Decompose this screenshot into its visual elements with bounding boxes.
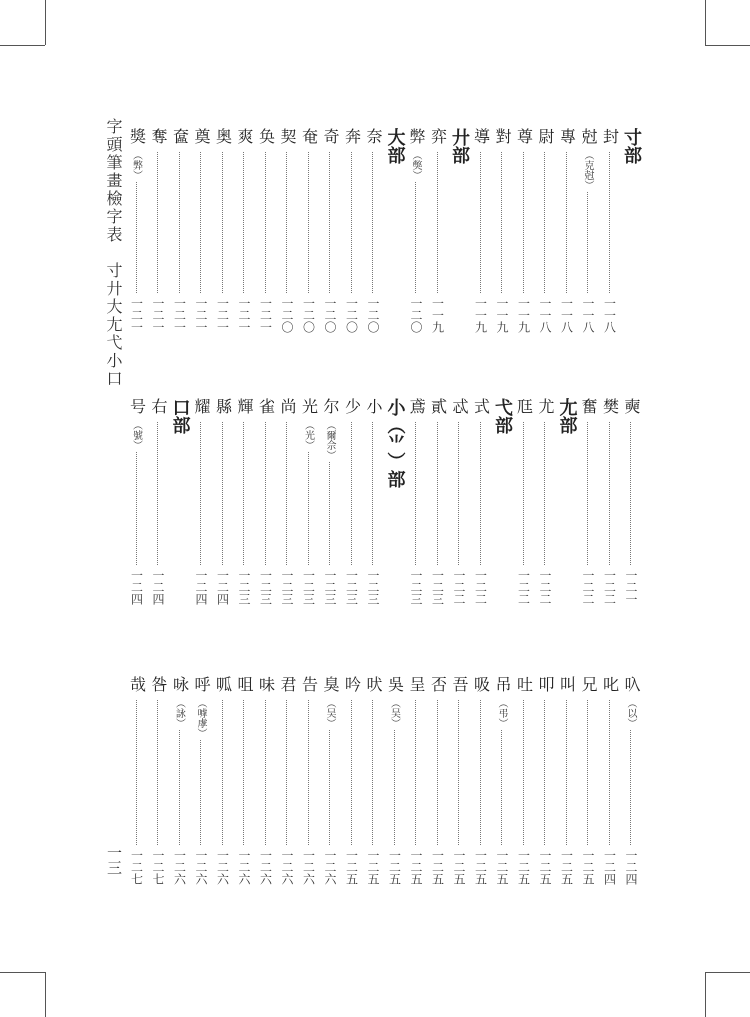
variant-forms: （克尅） bbox=[582, 150, 593, 190]
page-reference: 一二一 bbox=[151, 297, 165, 333]
page-reference: 一二三 bbox=[430, 569, 445, 605]
leader-dots bbox=[566, 700, 567, 845]
leader-dots bbox=[200, 152, 201, 293]
page-reference: 一一八 bbox=[602, 297, 617, 333]
page-reference: 一二五 bbox=[559, 849, 574, 885]
entry-character: 吸 bbox=[471, 676, 491, 692]
index-entry bbox=[534, 128, 556, 340]
entry-character: 奈 bbox=[364, 128, 383, 144]
index-entry bbox=[233, 398, 255, 612]
leader-dots bbox=[243, 700, 244, 845]
entry-character: 吐 bbox=[514, 676, 534, 692]
leader-dots bbox=[179, 730, 180, 845]
variant-forms: （嘑虖） bbox=[195, 698, 206, 738]
leader-dots bbox=[265, 152, 266, 293]
leader-dots bbox=[501, 152, 502, 293]
entry-character: 奭 bbox=[622, 398, 641, 414]
entry-character: 雀 bbox=[256, 398, 276, 414]
entry-character: 尚 bbox=[278, 398, 297, 414]
page-reference: 一二三 bbox=[237, 569, 251, 605]
index-entry bbox=[319, 128, 341, 340]
page-reference: 一二一 bbox=[129, 297, 144, 333]
index-entry bbox=[534, 676, 556, 892]
index-entry bbox=[319, 676, 341, 892]
index-entry bbox=[169, 128, 191, 340]
entry-character: 式 bbox=[471, 398, 491, 414]
index-entry bbox=[126, 398, 148, 612]
index-entry bbox=[405, 128, 427, 340]
radical-heading bbox=[491, 398, 513, 612]
index-entry bbox=[556, 676, 578, 892]
leader-dots bbox=[544, 700, 545, 845]
index-entry bbox=[470, 128, 492, 340]
leader-dots bbox=[243, 152, 244, 293]
entry-character: 奂 bbox=[256, 128, 276, 144]
entry-character: 君 bbox=[278, 676, 297, 692]
page-reference: 一二三 bbox=[323, 569, 337, 605]
leader-dots bbox=[437, 700, 438, 845]
radical-label: 弋部 bbox=[492, 398, 513, 434]
page-reference: 一二五 bbox=[387, 849, 402, 885]
page-reference: 一二七 bbox=[151, 849, 165, 885]
page-reference: 一二二 bbox=[473, 569, 488, 605]
radical-heading bbox=[556, 398, 578, 612]
radical-label: 尢部 bbox=[556, 398, 578, 434]
entry-character: 吟 bbox=[342, 676, 362, 692]
index-entry bbox=[341, 676, 363, 892]
variant-forms: （詠） bbox=[173, 698, 185, 728]
page-reference: 一二三 bbox=[301, 569, 316, 605]
leader-dots bbox=[136, 182, 137, 293]
entry-character: 小 bbox=[364, 398, 383, 414]
crop-mark bbox=[705, 972, 750, 973]
page-reference: 一一八 bbox=[559, 297, 574, 333]
leader-dots bbox=[609, 422, 610, 565]
page-reference: 一二一 bbox=[624, 569, 638, 605]
page-reference: 一二六 bbox=[172, 849, 187, 885]
leader-dots bbox=[372, 152, 373, 293]
leader-dots bbox=[286, 422, 287, 565]
leader-dots bbox=[415, 700, 416, 845]
variant-forms: （光） bbox=[302, 420, 314, 450]
entry-character: 輝 bbox=[235, 398, 254, 414]
index-entry bbox=[599, 676, 621, 892]
radical-heading bbox=[169, 398, 191, 612]
index-entry bbox=[276, 128, 298, 340]
leader-dots bbox=[415, 422, 416, 565]
page-reference: 一二一 bbox=[237, 297, 251, 333]
page-reference: 一二六 bbox=[194, 849, 208, 885]
index-entry bbox=[212, 676, 234, 892]
entry-character: 奥 bbox=[213, 128, 233, 144]
entry-character: 奩 bbox=[170, 128, 190, 144]
leader-dots bbox=[394, 730, 395, 845]
entry-character: 封 bbox=[600, 128, 620, 144]
entry-character: 叺 bbox=[622, 676, 641, 692]
entry-character: 對 bbox=[493, 128, 512, 144]
page-reference: 一二七 bbox=[129, 849, 144, 885]
entry-character: 尊 bbox=[514, 128, 534, 144]
crop-mark bbox=[705, 45, 750, 46]
leader-dots bbox=[222, 700, 223, 845]
entry-character: 兄 bbox=[579, 676, 598, 692]
index-entry bbox=[276, 398, 298, 612]
leader-dots bbox=[308, 452, 309, 565]
leader-dots bbox=[222, 152, 223, 293]
entry-character: 奄 bbox=[299, 128, 319, 144]
radical-label: 寸部 bbox=[621, 128, 642, 164]
index-entry bbox=[405, 676, 427, 892]
page-reference: 一二二 bbox=[516, 569, 531, 605]
entry-character: 奇 bbox=[321, 128, 340, 144]
variant-forms: （以） bbox=[625, 698, 636, 728]
index-entry bbox=[362, 676, 384, 892]
index-entry bbox=[341, 128, 363, 340]
index-entry bbox=[190, 128, 212, 340]
leader-dots bbox=[222, 422, 223, 565]
index-entry bbox=[212, 398, 234, 612]
leader-dots bbox=[200, 422, 201, 565]
radical-heading bbox=[384, 398, 406, 612]
entry-character: 尅 bbox=[579, 128, 598, 144]
page-reference: 一二一 bbox=[258, 297, 273, 333]
leader-dots bbox=[308, 700, 309, 845]
page-reference: 一一九 bbox=[495, 297, 509, 333]
crop-mark bbox=[0, 972, 45, 973]
entry-character: 尔 bbox=[321, 398, 340, 414]
leader-dots bbox=[480, 422, 481, 565]
entry-character: 咏 bbox=[170, 676, 190, 692]
radical-heading bbox=[448, 128, 470, 340]
index-entry bbox=[599, 128, 621, 340]
page-reference: 一二二 bbox=[581, 569, 595, 605]
index-entry bbox=[470, 676, 492, 892]
page-reference: 一二〇 bbox=[280, 297, 294, 333]
variant-forms: （獘） bbox=[410, 150, 421, 180]
page-reference: 一二四 bbox=[151, 569, 165, 605]
index-entry bbox=[448, 398, 470, 612]
page-reference: 一二六 bbox=[215, 849, 230, 885]
page-reference: 一二三 bbox=[409, 569, 423, 605]
variant-forms: （弊） bbox=[130, 150, 142, 180]
page-reference: 一二五 bbox=[344, 849, 359, 885]
leader-dots bbox=[544, 422, 545, 565]
leader-dots bbox=[351, 422, 352, 565]
index-entry bbox=[599, 398, 621, 612]
index-entry bbox=[491, 676, 513, 892]
index-entry bbox=[319, 398, 341, 612]
index-entry bbox=[126, 676, 148, 892]
index-entry bbox=[169, 676, 191, 892]
crop-mark bbox=[45, 972, 46, 1017]
page-reference: 一二六 bbox=[323, 849, 337, 885]
leader-dots bbox=[372, 700, 373, 845]
index-entry bbox=[513, 128, 535, 340]
leader-dots bbox=[136, 700, 137, 845]
page-reference: 一二五 bbox=[366, 849, 380, 885]
entry-character: 爽 bbox=[235, 128, 254, 144]
page-reference: 一一九 bbox=[430, 297, 445, 333]
page-reference: 一二三 bbox=[344, 569, 359, 605]
crop-mark bbox=[705, 0, 706, 45]
leader-dots bbox=[372, 422, 373, 565]
entry-character: 少 bbox=[342, 398, 362, 414]
entry-character: 鳶 bbox=[407, 398, 426, 414]
index-entry bbox=[147, 398, 169, 612]
index-entry bbox=[147, 128, 169, 340]
index-entry bbox=[513, 398, 535, 612]
entry-character: 臭 bbox=[321, 676, 340, 692]
page-reference: 一二五 bbox=[409, 849, 423, 885]
page-reference: 一二五 bbox=[452, 849, 466, 885]
entry-character: 樊 bbox=[600, 398, 620, 414]
index-entry bbox=[147, 676, 169, 892]
index-entry bbox=[513, 676, 535, 892]
index-entry bbox=[534, 398, 556, 612]
entry-character: 奮 bbox=[579, 398, 598, 414]
page-reference: 一二〇 bbox=[323, 297, 337, 333]
page-reference: 一二五 bbox=[473, 849, 488, 885]
index-entry bbox=[190, 398, 212, 612]
index-entry bbox=[556, 128, 578, 340]
page-reference: 一二四 bbox=[129, 569, 144, 605]
page-reference: 一二四 bbox=[624, 849, 638, 885]
variant-forms: （吴） bbox=[388, 698, 400, 728]
index-entry bbox=[427, 398, 449, 612]
entry-character: 光 bbox=[299, 398, 319, 414]
page-reference: 一二〇 bbox=[344, 297, 359, 333]
index-entry bbox=[255, 128, 277, 340]
entry-character: 奠 bbox=[192, 128, 211, 144]
index-entry bbox=[255, 398, 277, 612]
leader-dots bbox=[523, 152, 524, 293]
page-reference: 一二三 bbox=[366, 569, 380, 605]
radical-label: 小（⺌）部 bbox=[384, 398, 406, 488]
leader-dots bbox=[308, 152, 309, 293]
crop-mark bbox=[705, 972, 706, 1017]
page-reference: 一二二 bbox=[452, 569, 466, 605]
entry-character: 尫 bbox=[514, 398, 534, 414]
page-reference: 一二三 bbox=[280, 569, 294, 605]
leader-dots bbox=[437, 152, 438, 293]
leader-dots bbox=[329, 730, 330, 845]
leader-dots bbox=[544, 152, 545, 293]
entry-character: 尉 bbox=[536, 128, 555, 144]
leader-dots bbox=[630, 422, 631, 565]
entry-character: 吾 bbox=[450, 676, 469, 692]
entry-character: 耀 bbox=[192, 398, 211, 414]
entry-character: 呱 bbox=[213, 676, 233, 692]
entry-character: 号 bbox=[127, 398, 147, 414]
entry-character: 咀 bbox=[235, 676, 254, 692]
leader-dots bbox=[286, 152, 287, 293]
leader-dots bbox=[523, 700, 524, 845]
index-entry bbox=[427, 676, 449, 892]
page-reference: 一二六 bbox=[301, 849, 316, 885]
variant-forms: （號） bbox=[130, 420, 142, 450]
index-entry bbox=[491, 128, 513, 340]
page-reference: 一二一 bbox=[194, 297, 208, 333]
page-reference: 一二四 bbox=[194, 569, 208, 605]
page-reference: 一一八 bbox=[581, 297, 595, 333]
page-reference: 一二〇 bbox=[409, 297, 423, 333]
leader-dots bbox=[480, 700, 481, 845]
entry-character: 叱 bbox=[600, 676, 620, 692]
index-entry bbox=[405, 398, 427, 612]
index-entry bbox=[298, 676, 320, 892]
index-entry bbox=[362, 128, 384, 340]
leader-dots bbox=[136, 452, 137, 565]
variant-forms: （弔） bbox=[496, 698, 507, 728]
entry-character: 否 bbox=[428, 676, 448, 692]
page-reference: 一二六 bbox=[237, 849, 251, 885]
crop-mark bbox=[45, 0, 46, 45]
radical-heading bbox=[384, 128, 406, 340]
radical-label: 大部 bbox=[384, 128, 406, 164]
leader-dots bbox=[458, 422, 459, 565]
leader-dots bbox=[157, 700, 158, 845]
entry-character: 弊 bbox=[407, 128, 426, 144]
entry-character: 叫 bbox=[557, 676, 577, 692]
leader-dots bbox=[200, 740, 201, 845]
leader-dots bbox=[501, 730, 502, 845]
index-entry bbox=[298, 128, 320, 340]
leader-dots bbox=[286, 700, 287, 845]
leader-dots bbox=[243, 422, 244, 565]
index-entry bbox=[448, 676, 470, 892]
page-reference: 一二二 bbox=[602, 569, 617, 605]
leader-dots bbox=[609, 700, 610, 845]
leader-dots bbox=[157, 422, 158, 565]
index-entry bbox=[126, 128, 148, 340]
page-reference: 一二四 bbox=[602, 849, 617, 885]
entry-character: 忒 bbox=[450, 398, 469, 414]
leader-dots bbox=[609, 152, 610, 293]
page-reference: 一二五 bbox=[516, 849, 531, 885]
leader-dots bbox=[179, 152, 180, 293]
page-number: 一三 bbox=[105, 845, 123, 875]
entry-character: 哉 bbox=[127, 676, 147, 692]
page-reference: 一二一 bbox=[172, 297, 187, 333]
leader-dots bbox=[587, 422, 588, 565]
index-entry bbox=[427, 128, 449, 340]
page-reference: 一二五 bbox=[581, 849, 595, 885]
leader-dots bbox=[415, 182, 416, 293]
index-entry bbox=[212, 128, 234, 340]
entry-character: 專 bbox=[557, 128, 577, 144]
page-reference: 一二〇 bbox=[301, 297, 316, 333]
leader-dots bbox=[587, 700, 588, 845]
entry-character: 咎 bbox=[149, 676, 168, 692]
index-entry bbox=[298, 398, 320, 612]
page-reference: 一一九 bbox=[516, 297, 531, 333]
index-entry bbox=[362, 398, 384, 612]
leader-dots bbox=[437, 422, 438, 565]
index-entry bbox=[577, 128, 599, 340]
radical-heading bbox=[620, 128, 642, 340]
leader-dots bbox=[265, 422, 266, 565]
running-head: 字頭筆畫檢字表 寸廾大尢弋小口 bbox=[104, 118, 123, 388]
index-entry bbox=[620, 676, 642, 892]
entry-character: 貳 bbox=[428, 398, 448, 414]
entry-character: 呼 bbox=[192, 676, 211, 692]
radical-label: 口部 bbox=[169, 398, 191, 434]
leader-dots bbox=[587, 192, 588, 293]
page-reference: 一二三 bbox=[258, 569, 273, 605]
leader-dots bbox=[480, 152, 481, 293]
leader-dots bbox=[265, 700, 266, 845]
entry-character: 奔 bbox=[342, 128, 362, 144]
radical-label: 廾部 bbox=[449, 128, 470, 164]
index-entry bbox=[384, 676, 406, 892]
entry-character: 奪 bbox=[149, 128, 168, 144]
entry-character: 尤 bbox=[536, 398, 555, 414]
page-reference: 一二五 bbox=[430, 849, 445, 885]
index-entry bbox=[276, 676, 298, 892]
page-reference: 一二四 bbox=[215, 569, 230, 605]
page-reference: 一一八 bbox=[538, 297, 552, 333]
index-entry bbox=[190, 676, 212, 892]
leader-dots bbox=[351, 700, 352, 845]
leader-dots bbox=[157, 152, 158, 293]
leader-dots bbox=[458, 700, 459, 845]
entry-character: 獎 bbox=[127, 128, 147, 144]
variant-forms: （爾佘） bbox=[324, 420, 335, 460]
page-reference: 一一九 bbox=[473, 297, 488, 333]
page-reference: 一二五 bbox=[495, 849, 509, 885]
leader-dots bbox=[351, 152, 352, 293]
crop-mark bbox=[0, 45, 45, 46]
entry-character: 吳 bbox=[385, 676, 405, 692]
entry-character: 叩 bbox=[536, 676, 555, 692]
index-entry bbox=[470, 398, 492, 612]
index-entry bbox=[577, 676, 599, 892]
leader-dots bbox=[329, 462, 330, 565]
page-reference: 一二六 bbox=[280, 849, 294, 885]
index-entry bbox=[233, 676, 255, 892]
index-entry bbox=[255, 676, 277, 892]
entry-character: 縣 bbox=[213, 398, 233, 414]
entry-character: 契 bbox=[278, 128, 297, 144]
entry-character: 吊 bbox=[493, 676, 512, 692]
entry-character: 味 bbox=[256, 676, 276, 692]
page-reference: 一二五 bbox=[538, 849, 552, 885]
leader-dots bbox=[630, 730, 631, 845]
index-entry bbox=[577, 398, 599, 612]
leader-dots bbox=[523, 422, 524, 565]
page-reference: 一二六 bbox=[258, 849, 273, 885]
page-reference: 一二一 bbox=[215, 297, 230, 333]
variant-forms: （吴） bbox=[324, 698, 335, 728]
page-reference: 一二二 bbox=[538, 569, 552, 605]
entry-character: 呈 bbox=[407, 676, 426, 692]
entry-character: 弈 bbox=[428, 128, 448, 144]
leader-dots bbox=[566, 152, 567, 293]
index-entry bbox=[341, 398, 363, 612]
index-entry bbox=[233, 128, 255, 340]
index-entry bbox=[620, 398, 642, 612]
entry-character: 吠 bbox=[364, 676, 383, 692]
entry-character: 告 bbox=[299, 676, 319, 692]
entry-character: 右 bbox=[149, 398, 168, 414]
leader-dots bbox=[329, 152, 330, 293]
page-reference: 一二〇 bbox=[366, 297, 380, 333]
entry-character: 導 bbox=[471, 128, 491, 144]
